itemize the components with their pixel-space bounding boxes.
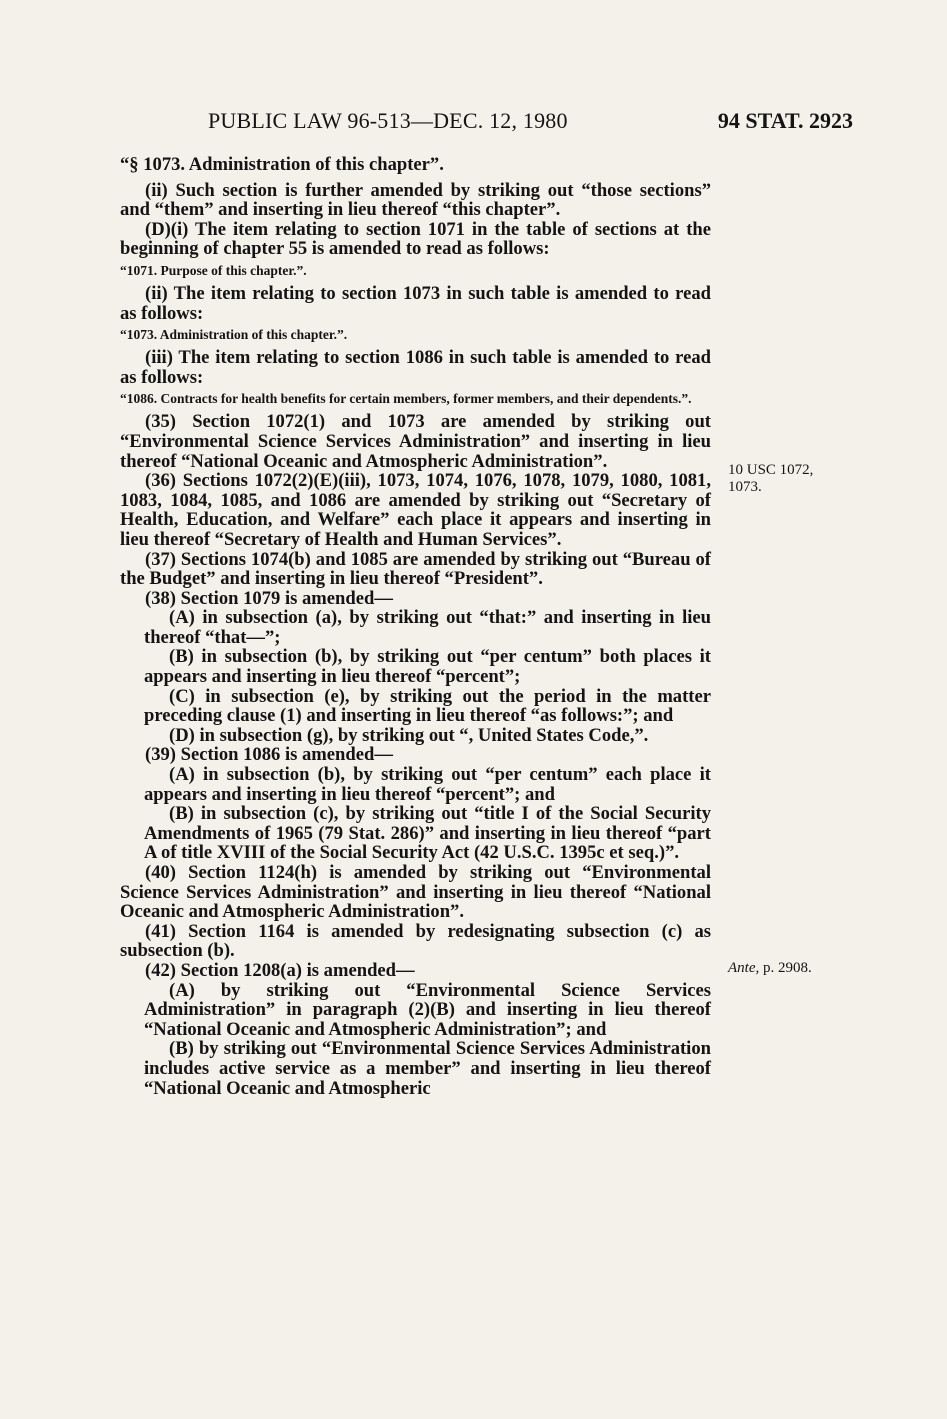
margin-note-page: p. 2908. — [759, 960, 812, 976]
table-item: “1073. Administration of this chapter.”. — [120, 327, 348, 343]
paragraph: (ii) Such section is further amended by striking out “those sections” and “them” and inserting in lieu thereof “this chapter”. — [120, 179, 711, 221]
paragraph-36: (36) Sections 1072(2)(E)(iii), 1073, 1074, 1076, 1078, 1079, 1080, 1081, 1083, 1084, 1085, and 1086 are amended by striking out “Secretary of Health, Education, and Welfare” each place it appears and inserting in lieu thereof “Secretary of Health and Human Services”. — [120, 470, 711, 550]
table-item: “1071. Purpose of this chapter.”. — [120, 262, 307, 278]
subparagraph: (A) in subsection (b), by striking out “per centum” each place it appears and inserting in lieu thereof “percent”; and — [144, 764, 711, 805]
subparagraph: (B) in subsection (c), by striking out “title I of the Social Security Amendments of 1965 (79 Stat. 286)” and inserting in lieu thereof “part A of title XVIII of the Social Security Act (42 U.S.C. 1395c et seq.)”. — [144, 803, 711, 864]
paragraph-38: (38) Section 1079 is amended— — [145, 587, 393, 609]
page-header — [0, 108, 947, 138]
margin-note-citation — [728, 462, 813, 496]
margin-note-line: 10 USC 1072, — [728, 462, 814, 478]
paragraph-39: (39) Section 1086 is amended— — [145, 744, 393, 766]
paragraph-42: (42) Section 1208(a) is amended— — [145, 959, 415, 981]
margin-note-ante — [728, 960, 812, 977]
table-item: “1086. Contracts for health benefits for certain members, former members, and their dependents.”. — [120, 391, 692, 407]
paragraph-35: (35) Section 1072(1) and 1073 are amended by striking out “Environmental Science Services Administration” and inserting in lieu thereof “National Oceanic and Atmospheric Administration”. — [120, 411, 711, 472]
header-title: PUBLIC LAW 96-513—DEC. 12, 1980 — [208, 108, 568, 133]
paragraph: (D)(i) The item relating to section 1071 in the table of sections at the beginning of chapter 55 is amended to read as follows: — [120, 218, 711, 260]
paragraph-37: (37) Sections 1074(b) and 1085 are amended by striking out “Bureau of the Budget” and inserting in lieu thereof “President”. — [120, 548, 711, 590]
header-stat-number: 94 STAT. 2923 — [717, 108, 853, 133]
paragraph-40: (40) Section 1124(h) is amended by striking out “Environmental Science Services Administration” and inserting in lieu thereof “National Oceanic and Atmospheric Administration”. — [120, 862, 711, 923]
subparagraph: (B) by striking out “Environmental Science Services Administration includes active service as a member” and inserting in lieu thereof “National Oceanic and Atmospheric — [144, 1038, 711, 1099]
margin-note-italic: Ante, — [728, 960, 760, 976]
paragraph: (iii) The item relating to section 1086 in such table is amended to read as follows: — [120, 347, 711, 388]
section-heading: “§ 1073. Administration of this chapter”. — [120, 154, 444, 175]
subparagraph: (A) in subsection (a), by striking out “that:” and inserting in lieu thereof “that—”; — [144, 607, 711, 648]
paragraph: (ii) The item relating to section 1073 in such table is amended to read as follows: — [120, 282, 711, 324]
subparagraph: (A) by striking out “Environmental Science Services Administration” in paragraph (2)(B) and inserting in lieu thereof “National Oceanic and Atmospheric Administration”; and — [144, 979, 711, 1040]
body-text — [120, 155, 711, 1098]
subparagraph: (D) in subsection (g), by striking out “, United States Code,”. — [169, 724, 649, 746]
margin-note-line: 1073. — [728, 479, 762, 495]
subparagraph: (B) in subsection (b), by striking out “per centum” both places it appears and inserting in lieu thereof “percent”; — [144, 646, 711, 688]
subparagraph: (C) in subsection (e), by striking out the period in the matter preceding clause (1) and inserting in lieu thereof “as follows:”; and — [144, 685, 711, 727]
paragraph-41: (41) Section 1164 is amended by redesignating subsection (c) as subsection (b). — [120, 920, 711, 962]
